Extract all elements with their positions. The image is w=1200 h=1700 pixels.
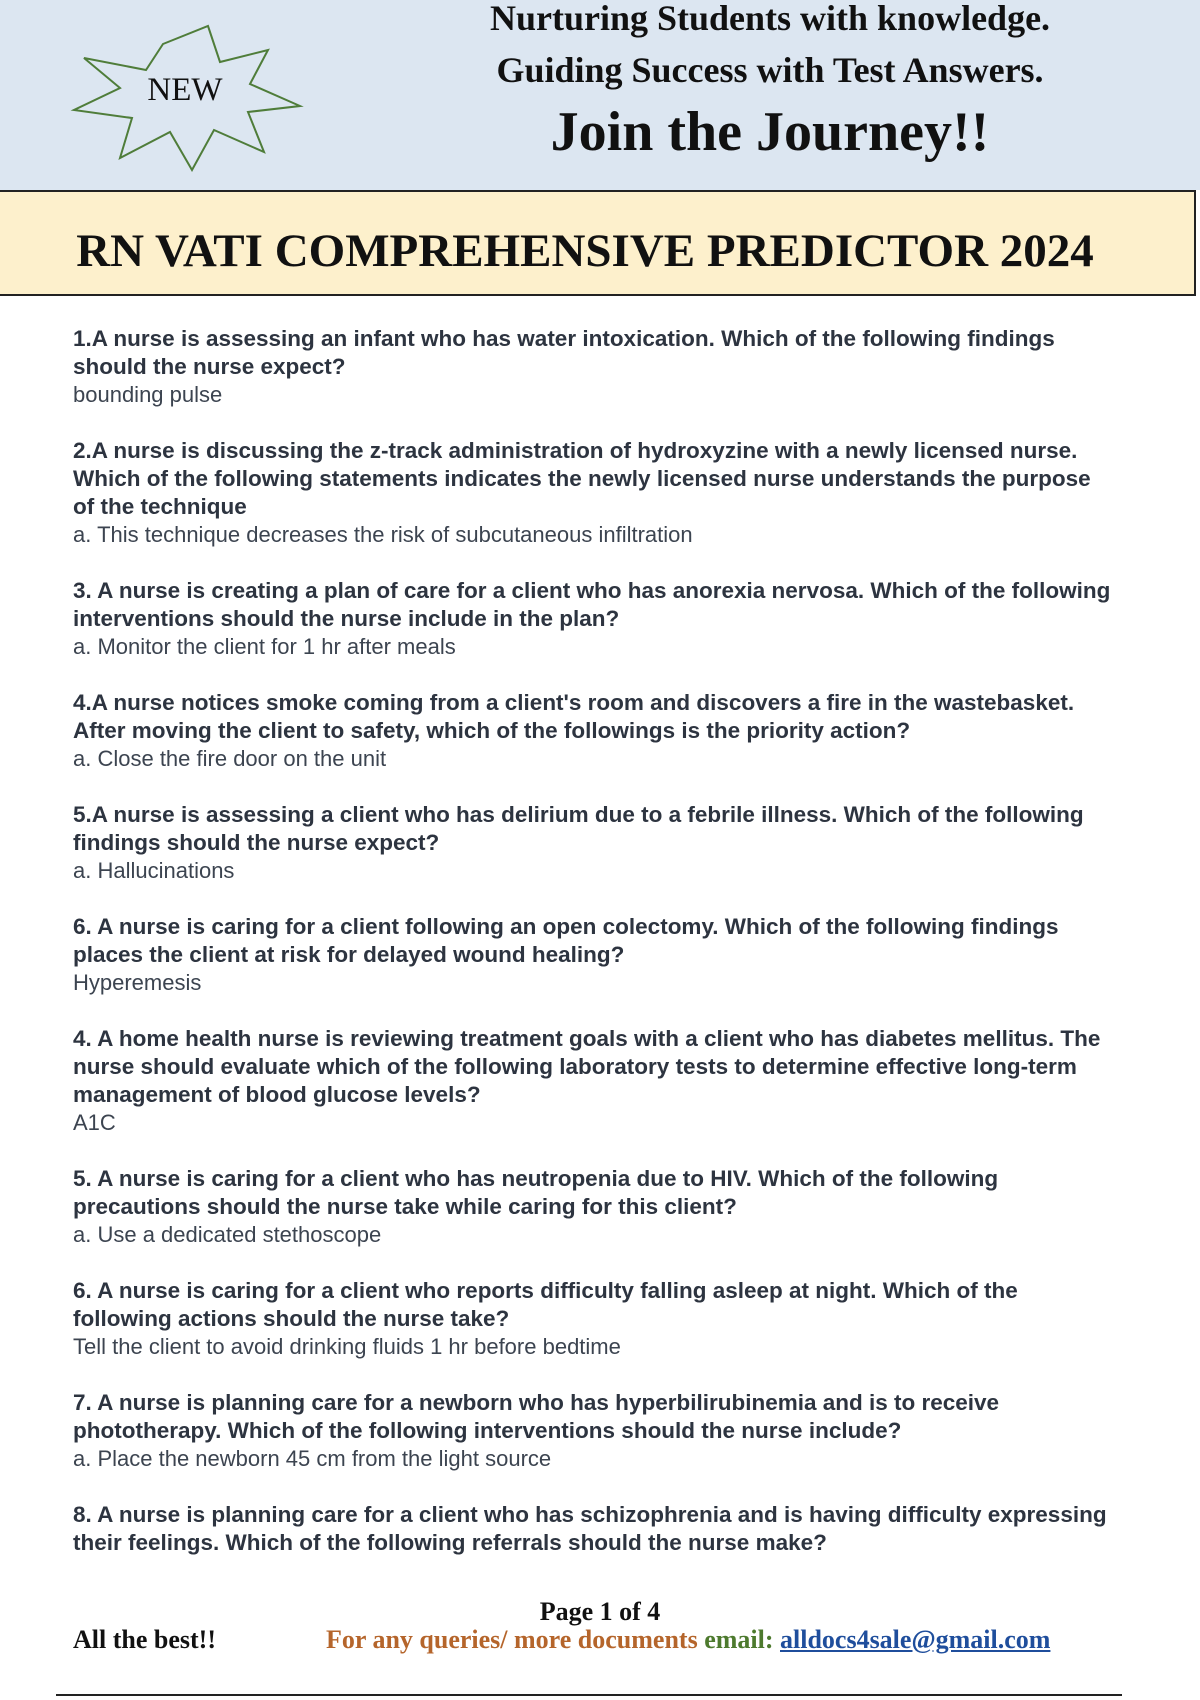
answer-text: A1C <box>73 1110 116 1135</box>
footer-email-label: email: <box>704 1625 774 1654</box>
page-title: RN VATI COMPREHENSIVE PREDICTOR 2024 <box>76 225 1094 277</box>
question-text: 3. A nurse is creating a plan of care for a client who has anorexia nervosa. Which of the following interventions should the nurse include in the plan? <box>73 578 1111 631</box>
question-item <box>73 325 1113 409</box>
question-item <box>73 1501 1113 1557</box>
answer-text: a. Close the fire door on the unit <box>73 746 387 771</box>
answer-text: a. Place the newborn 45 cm from the light source <box>73 1446 552 1471</box>
question-item <box>73 1277 1113 1361</box>
question-list <box>73 325 1113 1585</box>
question-text: 6. A nurse is caring for a client who reports difficulty falling asleep at night. Which of the following actions should the nurse take? <box>73 1278 1018 1331</box>
header-banner <box>0 0 1200 190</box>
question-item <box>73 577 1113 661</box>
footer-greeting: All the best!! <box>73 1625 216 1654</box>
page-number: Page 1 of 4 <box>539 1597 661 1626</box>
question-text: 2.A nurse is discussing the z-track administration of hydroxyzine with a newly licensed nurse. Which of the following statements indicates the newly licensed nurse understands the purpose of the technique <box>73 438 1091 519</box>
question-text: 4.A nurse notices smoke coming from a client's room and discovers a fire in the wastebasket. After moving the client to safety, which of the followings is the priority action? <box>73 690 1075 743</box>
tagline-3: Join the Journey!! <box>550 101 990 163</box>
question-item <box>73 913 1113 997</box>
footer-contact <box>326 1625 1050 1655</box>
question-item <box>73 801 1113 885</box>
question-text: 4. A home health nurse is reviewing treatment goals with a client who has diabetes mellitus. The nurse should evaluate which of the following laboratory tests to determine effective long-term management of blood glucose levels? <box>73 1026 1101 1107</box>
question-text: 1.A nurse is assessing an infant who has water intoxication. Which of the following findings should the nurse expect? <box>73 326 1055 379</box>
answer-text: a. Use a dedicated stethoscope <box>73 1222 382 1247</box>
email-link[interactable]: alldocs4sale@gmail.com <box>780 1625 1051 1654</box>
question-item <box>73 437 1113 549</box>
answer-text: a. This technique decreases the risk of subcutaneous infiltration <box>73 522 693 547</box>
footer-queries-text: For any queries/ more documents <box>326 1625 698 1654</box>
question-item <box>73 689 1113 773</box>
answer-text: Tell the client to avoid drinking fluids 1 hr before bedtime <box>73 1334 621 1359</box>
question-item <box>73 1389 1113 1473</box>
answer-text: a. Monitor the client for 1 hr after meals <box>73 634 456 659</box>
answer-text: bounding pulse <box>73 382 223 407</box>
question-item <box>73 1165 1113 1249</box>
footer-divider <box>56 1694 1122 1696</box>
question-text: 5. A nurse is caring for a client who has neutropenia due to HIV. Which of the following precautions should the nurse take while caring for this client? <box>73 1166 999 1219</box>
tagline-1: Nurturing Students with knowledge. <box>489 0 1051 38</box>
title-box <box>0 190 1196 296</box>
question-text: 5.A nurse is assessing a client who has delirium due to a febrile illness. Which of the following findings should the nurse expect? <box>73 802 1084 855</box>
question-item <box>73 1025 1113 1137</box>
answer-text: a. Hallucinations <box>73 858 235 883</box>
new-badge: NEW <box>147 72 223 108</box>
answer-text: Hyperemesis <box>73 970 202 995</box>
question-text: 6. A nurse is caring for a client following an open colectomy. Which of the following findings places the client at risk for delayed wound healing? <box>73 914 1059 967</box>
question-text: 7. A nurse is planning care for a newborn who has hyperbilirubinemia and is to receive phototherapy. Which of the following interventions should the nurse include? <box>73 1390 1000 1443</box>
tagline-2: Guiding Success with Test Answers. <box>496 50 1044 90</box>
question-text: 8. A nurse is planning care for a client who has schizophrenia and is having difficulty expressing their feelings. Which of the following referrals should the nurse make? <box>73 1502 1107 1555</box>
